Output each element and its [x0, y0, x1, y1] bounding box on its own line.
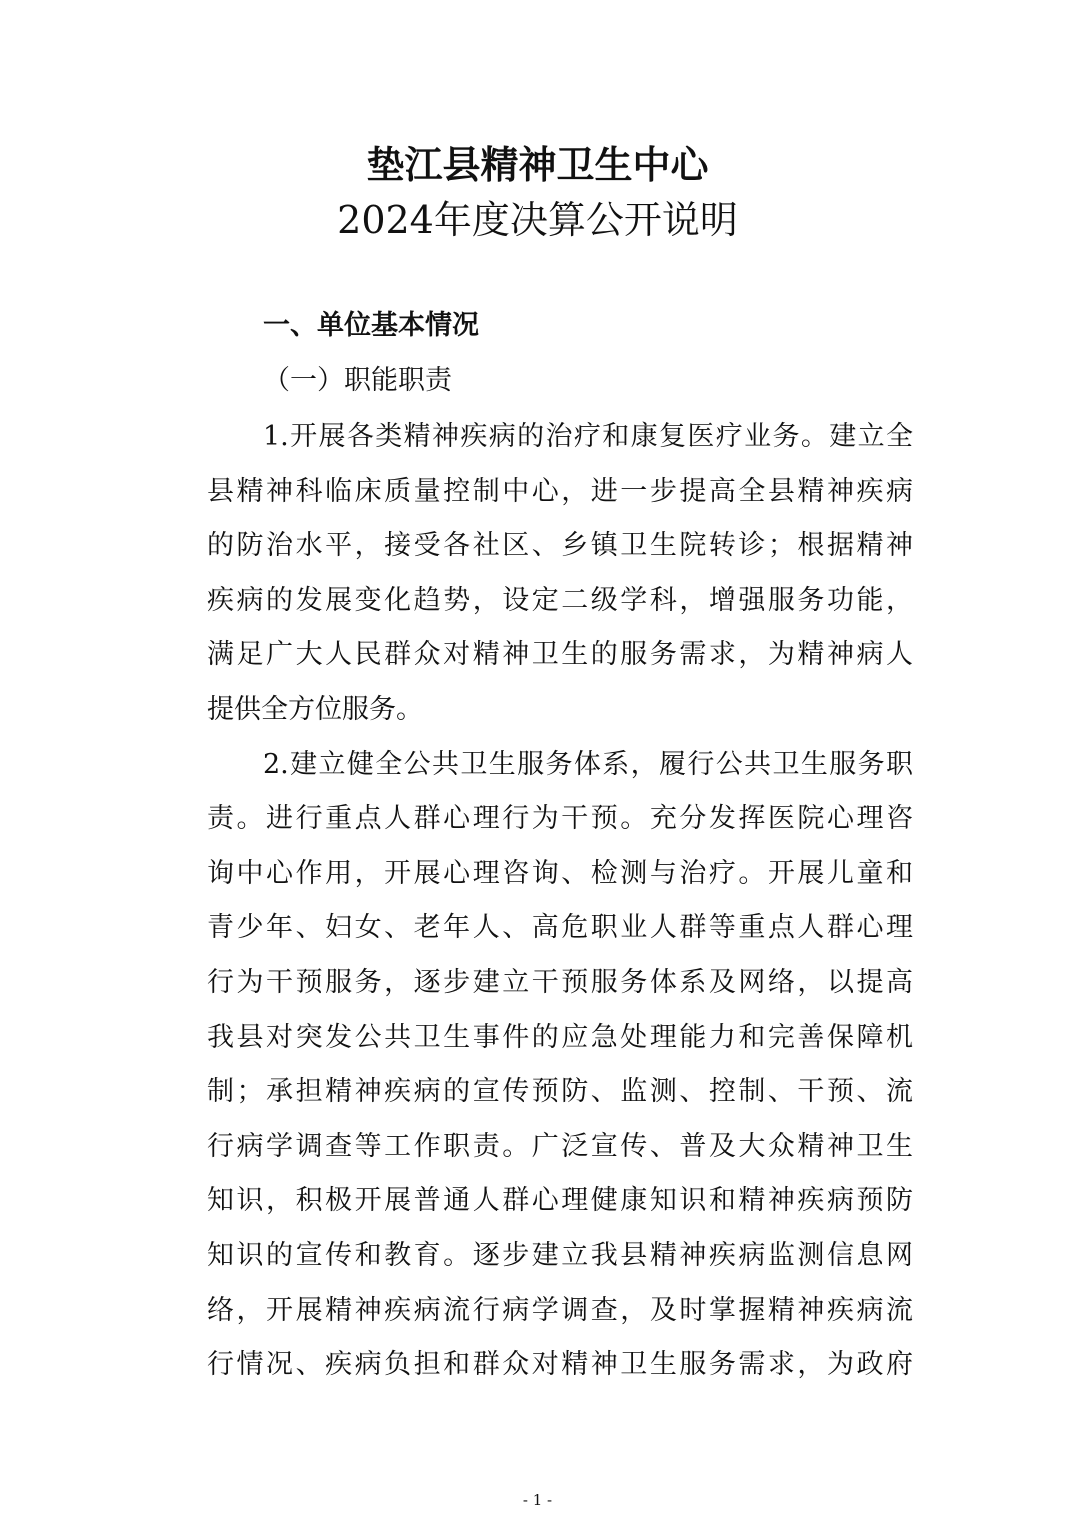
paragraph-line: 县精神科临床质量控制中心，进一步提高全县精神疾病: [207, 475, 913, 507]
paragraph-line: 2.建立健全公共卫生服务体系，履行公共卫生服务职: [263, 748, 913, 780]
paragraph-line: 行情况、疾病负担和群众对精神卫生服务需求，为政府: [207, 1349, 913, 1381]
section-heading: 一、单位基本情况: [263, 310, 479, 341]
paragraph-line: 行为干预服务，逐步建立干预服务体系及网络，以提高: [207, 967, 913, 998]
paragraph-line: 知识的宣传和教育。逐步建立我县精神疾病监测信息网: [207, 1240, 913, 1271]
paragraph-line: 责。进行重点人群心理行为干预。充分发挥医院心理咨: [207, 803, 913, 835]
paragraph-line: 满足广大人民群众对精神卫生的服务需求，为精神病人: [207, 639, 913, 671]
paragraph-line: 制；承担精神疾病的宣传预防、监测、控制、干预、流: [207, 1076, 913, 1108]
paragraph-line: 青少年、妇女、老年人、高危职业人群等重点人群心理: [207, 912, 913, 944]
paragraph-line: 行病学调查等工作职责。广泛宣传、普及大众精神卫生: [207, 1130, 913, 1162]
paragraph-line: 的防治水平，接受各社区、乡镇卫生院转诊；根据精神: [207, 530, 913, 562]
paragraph-line: 知识，积极开展普通人群心理健康知识和精神疾病预防: [207, 1185, 913, 1217]
paragraph-line: 1.开展各类精神疾病的治疗和康复医疗业务。建立全: [263, 421, 913, 452]
document-title-line2: 2024年度决算公开说明: [337, 198, 738, 242]
paragraph-line: 询中心作用，开展心理咨询、检测与治疗。开展儿童和: [207, 857, 913, 889]
subsection-heading: （一）职能职责: [263, 365, 452, 396]
paragraph-line: 络，开展精神疾病流行病学调查，及时掌握精神疾病流: [207, 1294, 913, 1326]
page-number: - 1 -: [522, 1491, 553, 1509]
paragraph-line: 提供全方位服务。: [207, 694, 423, 725]
document-title-line1: 垫江县精神卫生中心: [366, 142, 709, 187]
paragraph-line: 我县对突发公共卫生事件的应急处理能力和完善保障机: [207, 1021, 913, 1053]
paragraph-line: 疾病的发展变化趋势，设定二级学科，增强服务功能，: [207, 584, 913, 616]
